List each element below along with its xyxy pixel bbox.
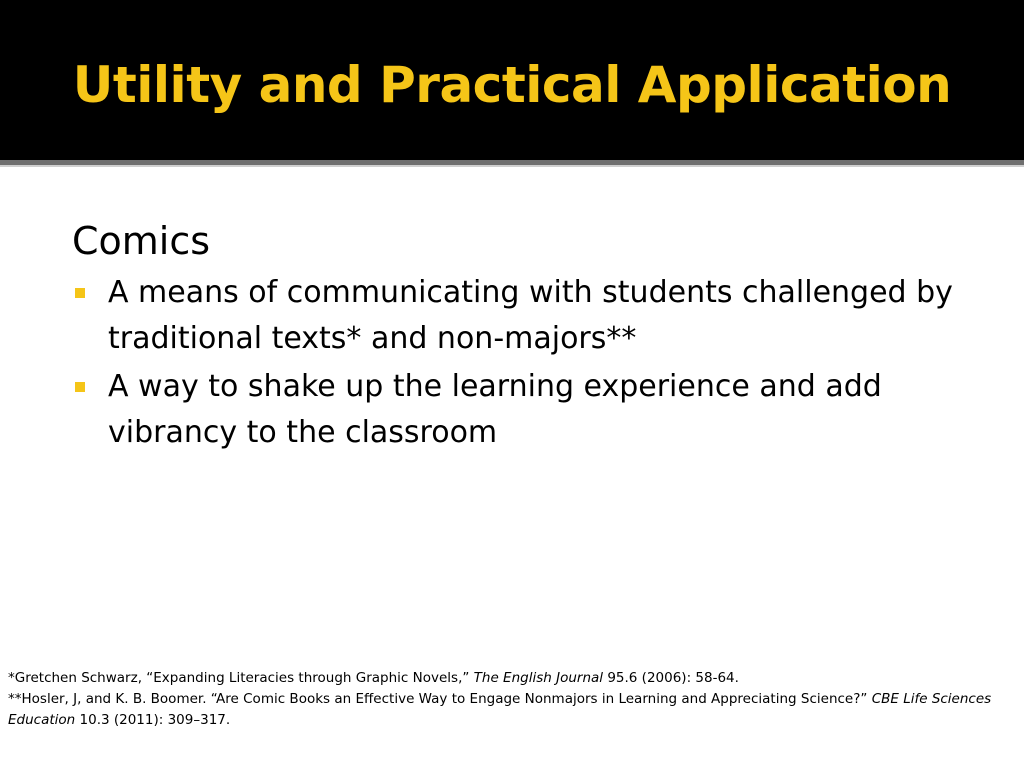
square-bullet-icon [75,288,85,298]
footnote-1-citation: 95.6 (2006): 58-64. [603,670,739,686]
footnote-2-journal: CBE Life Sciences Education [8,691,992,728]
footnote-1 [8,668,1008,689]
bullet-list [72,270,972,456]
section-heading: Comics [72,219,211,263]
content-area [72,216,972,458]
title-divider-highlight [0,165,1024,167]
footnotes [8,668,1008,731]
bullet-text: A means of communicating with students challenged by traditional texts* and non-majors** [108,275,953,356]
bullet-item [72,270,972,362]
footnote-2-text: **Hosler, J, and K. B. Boomer. “Are Comic Books an Effective Way to Engage Nonmajors in Learning and Appreciating Science?” [8,691,872,707]
footnote-1-journal: The English Journal [473,670,604,686]
footnote-1-text: *Gretchen Schwarz, “Expanding Literacies through Graphic Novels,” [8,670,474,686]
footnote-2 [8,689,1008,731]
bullet-item [72,364,972,456]
footnote-2-citation: 10.3 (2011): 309–317. [75,712,231,728]
bullet-text: A way to shake up the learning experience and add vibrancy to the classroom [108,369,882,450]
slide-title: Utility and Practical Application [72,56,952,114]
square-bullet-icon [75,382,85,392]
